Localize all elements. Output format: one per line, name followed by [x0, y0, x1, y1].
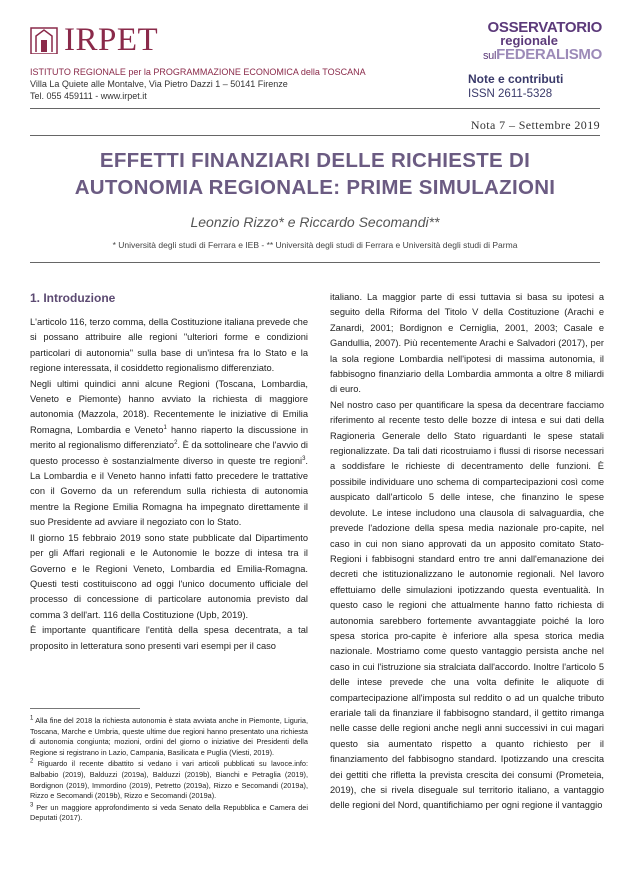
left-column	[30, 290, 308, 654]
footnote-1: $^1$ Alla fine del 2018 la richiesta autonomia è stata avviata anche in Piemonte, Liguria, Toscana, Marche e Umbria, queste ultime due regioni hanno presentato una richiesta di autonomia congiunta; mozioni, ordini del giorno o iniziative dei Presidenti della Regione si registrano in Lazio, Campania, Basilicata e Puglia (Viesti, 2019).	[30, 715, 309, 757]
footnote-divider	[30, 708, 140, 709]
irpet-mark-icon	[30, 26, 58, 54]
paragraph-1: L'articolo 116, terzo comma, della Costituzione italiana prevede che si possano attribuire alle regioni "ulteriori forme e condizioni particolari di autonomia" sulla base di un'intesa fra lo Stato e la regione interessata, il cosiddetto regionalismo differenziato.	[30, 317, 308, 374]
observatory-logo	[442, 20, 602, 64]
title-divider-top	[30, 135, 600, 136]
observatory-line3-text: FEDERALISMO	[496, 46, 602, 63]
title-line-2: AUTONOMIA REGIONALE: PRIME SIMULAZIONI	[74, 176, 556, 199]
section-heading: 1. Introduzione	[30, 291, 116, 305]
irpet-logo	[30, 22, 220, 62]
series-title: Note e contributi	[468, 72, 564, 86]
footnote-3: $^3$ Per un maggiore approfondimento si veda Senato della Repubblica e Camera dei Deputati (2017).	[30, 802, 308, 823]
article-title	[30, 147, 600, 201]
footnote-marker-3[interactable]: 3	[302, 455, 306, 462]
paragraph-3: Il giorno 15 febbraio 2019 sono state pubblicate dal Dipartimento per gli Affari regionali e le Autonomie le bozze di intesa tra il Governo e le Regioni Veneto, Lombardia ed Emilia-Romagna. Questi testi costituiscono ad oggi l'unico documento ufficiale del processo di concessione di particolare autonomia previsto dal comma 3 dell'art. 116 della Costituzione (Upb, 2019).	[30, 532, 308, 620]
affiliations: * Università degli studi di Ferrara e IEB - ** Università degli studi di Ferrara e Università degli studi di Parma	[112, 240, 518, 250]
footnotes	[30, 716, 308, 825]
observatory-prefix: sul	[482, 50, 497, 62]
right-column	[330, 290, 604, 814]
issn: ISSN 2611-5328	[468, 88, 553, 100]
footnote-2: $^2$ Riguardo il recente dibattito si vedano i vari articoli pubblicati su lavoce.info: Balbabio (2019), Balduzzi (2019a), Balduzzi (2019b), Bianchi e Petraglia (2019), Bordignon (2019), Immordino (2019), Petretto (2019a), Rizzo e Secomandi (2019a), Rizzo e Secomandi (2019b), Rizzo e Secomandi (2019a).	[30, 758, 309, 801]
header-divider	[30, 108, 600, 109]
observatory-line3	[442, 47, 602, 64]
institute-name: ISTITUTO REGIONALE per la PROGRAMMAZIONE ECONOMICA della TOSCANA	[30, 67, 366, 77]
paragraph-5: italiano. La maggior parte di essi tuttavia si basa su ipotesi a seguito della Riforma del Titolo V della Costituzione (Arachi e Zanardi, 2001; Bordignon e Cerniglia, 2001, 2003; Casale e Gandullia, 2007). Più recentemente Arachi e Salvadori (2017), per la sola regione Lombardia nell'ipotesi di massima autonomia, il fabbisogno finanziario della Lombardia ammonta a oltre 8 miliardi di euro.	[330, 292, 604, 395]
title-divider-bottom	[30, 262, 600, 263]
title-line-1: EFFETTI FINANZIARI DELLE RICHIESTE DI	[99, 149, 531, 172]
paragraph-6: Nel nostro caso per quantificare la spesa da decentrare facciamo riferimento al recente testo delle bozze di intesa e sui dati della Ragioneria Generale dello Stato riguardanti le spese statali regionalizzate. Da tali dati ricostruiamo i flussi di risorse necessari a soddisfare le richieste di decentramento delle funzioni. È possibile individuare uno schema di compartecipazioni così come auspicato dall'articolo 5 delle intese, che finanzino le spese devolute. Le intese includono una clausola di salvaguardia, che prevede l'adozione della spesa media nazionale pro-capite, nel caso in cui non siano approvati da un apposito comitato Stato-Regioni i fabbisogni standard entro tre anni dall'emanazione dei decreti che istituzionalizzano le autonomie regionali. Nel lavoro effettuiamo delle simulazioni ipotizzando questa eventualità. In questo caso le regioni che attualmente hanno fatto richiesta di autonomia sarebbero fortemente avvantaggiate poiché la loro spesa storica pro-capite è inferiore alla spesa storica media nazionale. Mostriamo come questo vantaggio persista anche nel caso in cui l'istruzione sia stralciata dall'accordo. Inoltre l'articolo 5 delle intese prevede che una volta definite le aliquote di compartecipazione all'imposta sul reddito o ad un qualche tributo erariale tali da finanziare il fabbisogno standard, il gettito rimanga nelle casse delle regioni anche negli anni successivi in cui magari questo sia aumentato rispetto a quanto richiesto per il finanziamento del fabbisogno standard. Ipotizzando una crescita dei gettiti che rifletta la prevista crescita dei consumi (Prometeia, 2019), che si rivela diseguale sul territorio italiano, a vantaggio delle regioni del Nord, quantifichiamo per ogni regione il vantaggio	[330, 399, 604, 811]
irpet-wordmark: IRPET	[64, 22, 159, 58]
institute-address: Villa La Quiete alle Montalve, Via Pietro Dazzi 1 – 50141 Firenze	[30, 79, 288, 89]
observatory-line2: regionale	[500, 33, 558, 48]
series-box	[468, 72, 563, 101]
authors: Leonzio Rizzo* e Riccardo Secomandi**	[190, 214, 440, 230]
institute-contacts: Tel. 055 459111 - www.irpet.it	[30, 91, 147, 101]
note-number: Nota 7 – Settembre 2019	[470, 118, 600, 132]
observatory-line1: OSSERVATORIO	[487, 19, 602, 36]
paragraph-4: È importante quantificare l'entità della spesa decentrata, a tal proposito in letteratura sono presenti vari esempi per il caso	[30, 625, 308, 651]
paragraph-2: Negli ultimi quindici anni alcune Regioni (Toscana, Lombardia, Veneto e Piemonte) hanno avviato la richiesta di maggiore autonomia (Mazzola, 2018). Recentemente le iniziative di Emilia Romagna, Lombardia e Veneto$^1$ hanno riaperto la discussione in merito al regionalismo differenziato$^2$. È da sottolineare che l'avvio di questo processo è sostanzialmente diverso in queste tre regioni$^3$. La Lombardia e il Veneto hanno infatti fatto precedere le trattative con il Governo da un referendum sulla richiesta di autonomia mentre la Regione Emilia Romagna ha impegnato direttamente il suo Presidente ad avviare il negoziato con lo Stato.	[30, 378, 309, 528]
footnote-marker-2[interactable]: 2	[174, 440, 178, 447]
footnote-marker-1[interactable]: 1	[163, 424, 167, 431]
institute-info	[30, 66, 366, 102]
